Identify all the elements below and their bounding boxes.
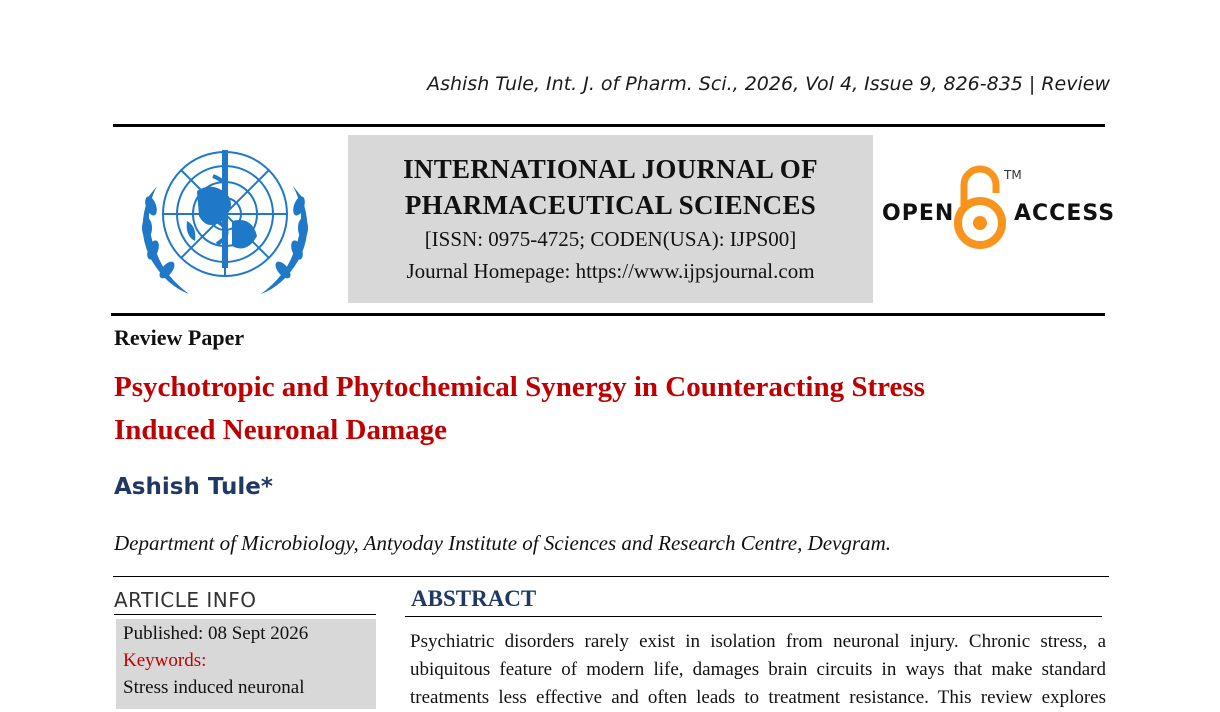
paper-title (114, 366, 1094, 452)
published-date: Published: 08 Sept 2026 (123, 623, 309, 644)
open-access-logo (880, 165, 1116, 255)
abstract-line: ubiquitous feature of modern life, damages brain circuits in ways that make standard (410, 659, 1106, 680)
header-bottom-rule (111, 313, 1105, 316)
journal-title-line1: INTERNATIONAL JOURNAL OF (403, 154, 818, 184)
author-name: Ashish Tule (114, 474, 261, 500)
author-affiliation: Department of Microbiology, Antyoday Institute of Sciences and Research Centre, Devgram. (114, 531, 892, 555)
abstract-rule (405, 616, 1102, 617)
who-emblem-logo (127, 136, 323, 306)
paper-type-label: Review Paper (114, 325, 245, 350)
open-access-lock-icon (954, 165, 1006, 251)
author-line (114, 474, 273, 500)
journal-title-line2: PHARMACEUTICAL SCIENCES (404, 190, 817, 220)
open-access-access-text: ACCESS (1014, 201, 1116, 226)
header-top-rule (113, 124, 1105, 127)
open-access-open-text: OPEN (882, 201, 955, 226)
abstract-heading: ABSTRACT (411, 586, 537, 611)
journal-homepage: Journal Homepage: https://www.ijpsjournal.com (406, 259, 815, 283)
article-info-box (116, 619, 376, 709)
journal-issn: [ISSN: 0975-4725; CODEN(USA): IJPS00] (424, 227, 797, 251)
paper-title-line2: Induced Neuronal Damage (114, 414, 447, 446)
article-info-rule (114, 614, 376, 615)
keywords-text: Stress induced neuronal (123, 677, 305, 698)
journal-header-box (348, 135, 873, 303)
corresponding-author-mark: * (260, 474, 273, 500)
keywords-label: Keywords: (123, 650, 207, 671)
paper-title-line1: Psychotropic and Phytochemical Synergy in Counteracting Stress (114, 371, 925, 403)
abstract-line: treatments less effective and often leads to treatment resistance. This review explores (410, 687, 1106, 708)
abstract-text (410, 628, 1106, 712)
section-divider-rule (113, 576, 1109, 577)
abstract-line: Psychiatric disorders rarely exist in isolation from neuronal injury. Chronic stress, a (410, 631, 1106, 652)
article-info-heading: ARTICLE INFO (114, 588, 257, 612)
open-access-trademark: TM (1004, 168, 1022, 182)
citation-header: Ashish Tule, Int. J. of Pharm. Sci., 2026, Vol 4, Issue 9, 826-835 | Review (427, 73, 1110, 95)
